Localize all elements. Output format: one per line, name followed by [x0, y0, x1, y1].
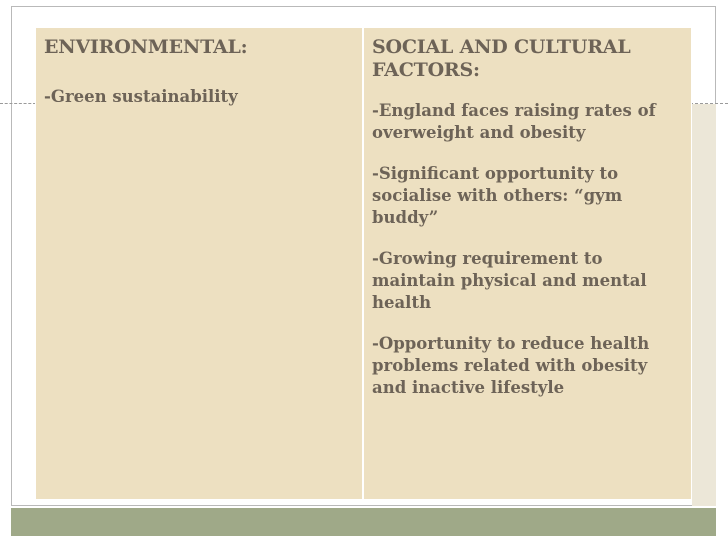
social-cultural-column — [364, 28, 691, 499]
social-cultural-item: -Significant opportunity to socialise with others: “gym buddy” — [372, 164, 623, 227]
social-cultural-item: -Opportunity to reduce health problems related with obesity and inactive lifestyle — [372, 334, 650, 397]
social-cultural-heading: SOCIAL AND CULTURAL FACTORS: — [372, 36, 631, 81]
social-cultural-item: -Growing requirement to maintain physical and mental health — [372, 249, 647, 312]
social-cultural-item: -England faces raising rates of overweight and obesity — [372, 101, 656, 142]
divider-line-left — [0, 103, 36, 104]
pestle-table — [35, 27, 692, 500]
footer-bar — [11, 508, 716, 536]
environmental-column — [36, 28, 364, 499]
side-accent-strip — [692, 104, 716, 506]
environmental-item: -Green sustainability — [44, 87, 238, 106]
environmental-heading: ENVIRONMENTAL: — [44, 36, 248, 58]
